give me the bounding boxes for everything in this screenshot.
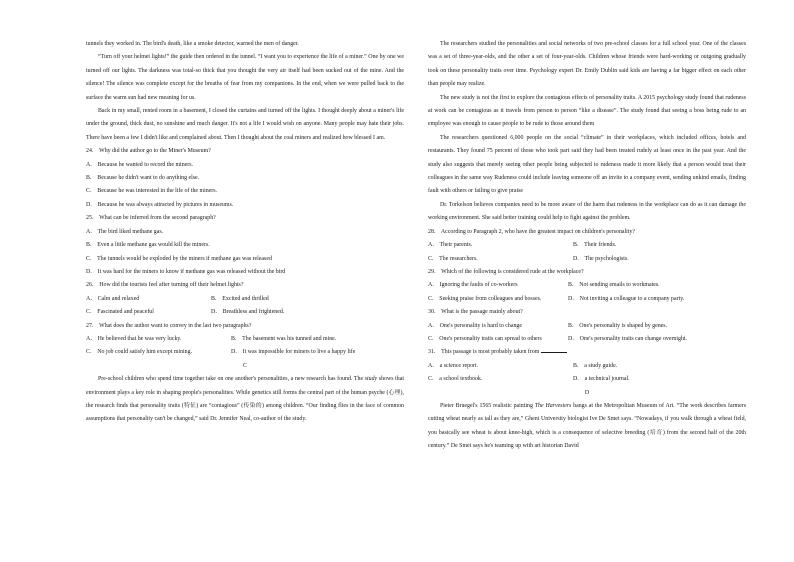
- section-d-heading: D: [584, 389, 590, 396]
- question-24-option-a: A． Because he wanted to record the miners.: [86, 161, 193, 168]
- answer-blank: [541, 346, 567, 353]
- question-27-stem: 27． What does the author want to convey in the last two paragraphs?: [86, 322, 252, 329]
- question-28-option-b: B． Their friends.: [573, 242, 617, 249]
- question-27-option-c: C． No job could satisfy him except mining.: [86, 349, 193, 356]
- painting-title: The Harvesters: [534, 402, 572, 409]
- question-28-stem: 28． According to Paragraph 2, who have the greatest impact on children's personality?: [428, 228, 636, 235]
- question-31-option-b: B． a study guide.: [573, 362, 618, 369]
- question-26-option-a: A． Calm and relaxed: [86, 295, 140, 302]
- passage-b-closing-paragraph: Back in my small, rented room in a basement, I closed the curtains and turned off the lights. I thought deeply about a miner's life under the ground, thick dust, no sunshine and much danger. It's not a life I would wish on anyone. Many people may hate their jobs. There have been a few I didn't like and complained about. Then I thought about the coal miners and realized how blessed I am.: [86, 108, 404, 141]
- question-27-row-1: [86, 333, 404, 346]
- question-26-row-1: [86, 293, 404, 306]
- question-28: [428, 226, 746, 266]
- passage-c-paragraph-2: The researchers studied the personalities and social networks of two pre-school classes for a full school year. One of the classes was a set of three-year-olds, and the other a set of four-year-olds. Children whose friends were hard-working or outgoing gradually took on these personality traits over time. Psychology expert Dr. Emily Dublin said kids are having a far bigger effect on each other than people may realize.: [428, 41, 746, 88]
- question-30: [428, 306, 746, 346]
- question-24: [86, 145, 404, 212]
- question-30-option-a: A． One's personality is hard to change: [428, 322, 522, 329]
- question-30-option-b: B． One's personality is shaped by genes.: [568, 322, 668, 329]
- question-28-option-c: C． The researchers.: [428, 255, 478, 262]
- question-30-option-c: C． One's personality traits can spread to others: [428, 335, 542, 342]
- question-29-row-2: [428, 293, 746, 306]
- question-31-option-c: C． a school textbook.: [428, 376, 483, 383]
- passage-d-paragraph-1: [428, 400, 746, 454]
- passage-b-helmet-paragraph: “Turn off your helmet lights!” the guide then ordered in the tunnel. “I want you to experience the life of a miner.” One by one we turned off our lights. The darkness was total-so thick that you thought the very air itself had been sucked out of the mine. And the silence! The silence was complete except for the breaths of fear from my companions. In the end, when we were pulled back to the surface the warm sun had new meaning for us.: [86, 54, 404, 101]
- question-31-option-d: D． a technical journal.: [573, 376, 630, 383]
- question-25-option-a: A． The bird liked methane gas.: [86, 228, 164, 235]
- question-30-stem: 30． What is the passage mainly about?: [428, 309, 523, 316]
- question-29-option-d: D． Not inviting a colleague to a company party.: [568, 295, 685, 302]
- question-31-row-2: [428, 373, 746, 386]
- question-26-option-d: D． Breathless and frightened.: [211, 309, 285, 316]
- passage-d-p1-start: Pieter Bruegel's 1565 realistic painting: [440, 402, 535, 409]
- question-26-stem: 26． How did the tourists feel after turning off their helmet lights?: [86, 282, 244, 289]
- question-27-row-2: [86, 346, 404, 359]
- question-29-option-c: C． Seeking praise from colleagues and bosses.: [428, 295, 542, 302]
- question-25-option-d: D． It was hard for the miners to know if methane gas was released without the bird: [86, 268, 286, 275]
- question-31-row-1: [428, 360, 746, 373]
- question-31-option-a: A． a science report.: [428, 362, 479, 369]
- passage-c-p1-rest: shows that environment plays a key role in shaping people's personalities. While genetics still forms the central part of the human psyche (心理), the research finds that personality traits (特征) are “contagious” (传染的) among children. “Our finding flies in the face of common assumptions that personality can't be changed,” said Dr. Jennifer Neal, co-author of the study.: [86, 376, 404, 423]
- question-29-row-1: [428, 279, 746, 292]
- question-29-option-a: A． Ignoring the faults of co-workers: [428, 282, 518, 289]
- question-24-option-c: C． Because he was interested in the life of the miners.: [86, 188, 218, 195]
- question-31: [428, 346, 746, 386]
- passage-c-p1-study-word: study: [364, 376, 378, 383]
- question-31-stem: 31． This passage is most probably taken from: [428, 349, 540, 356]
- question-28-option-d: D． The psychologists.: [573, 255, 629, 262]
- question-30-row-2: [428, 333, 746, 346]
- passage-c-paragraph-1: [86, 373, 404, 427]
- question-24-stem: 24． Why did the author go to the Miner's Museum?: [86, 148, 211, 155]
- question-27-option-d: D． It was impossible for miners to live a happy life: [231, 349, 356, 356]
- passage-c-paragraph-3: The new study is not the first to explore the contagious effects of personality traits. A 2015 psychology study found that rudeness at work can be contagious as it travels from person to person “like a disease”. The study found that seeing a boss being rude to an employee was enough to cause people to be rude to those around them: [428, 94, 746, 128]
- question-26-row-2: [86, 306, 404, 319]
- right-column: [428, 38, 746, 454]
- passage-d-p1-rest: hangs at the Metropolitan Museum of Art. “The work describes farmers cutting wheat nearly as tall as they are,” Ghent University biologist Ive De Smet says. “Nowadays, if you walk through a wheat field, you basically see wheat is about knee-high, which is a consequence of selective breeding (培育) from the second half of the 20th century.” De Smet says he's teaming up with art historian David: [428, 402, 746, 450]
- question-27-option-b: B． The basement was his tunned and mine.: [231, 335, 337, 342]
- question-28-row-2: [428, 253, 746, 266]
- passage-c-p1-start: Pre-school children who spend time together take on one another's personalities, a new research has found. The: [98, 376, 365, 383]
- question-28-row-1: [428, 239, 746, 252]
- question-25-option-b: B． Even a little methane gas would kill the miners.: [86, 242, 210, 249]
- question-28-option-a: A． Their parents.: [428, 242, 473, 249]
- question-24-option-d: D． Because he was always attracted by pictures in museums.: [86, 201, 234, 208]
- passage-b-intro-line: tunnels they worked in. The bird's death, like a smoke detector, warned the men of danger.: [86, 41, 299, 47]
- question-31-stem-line: [428, 346, 746, 359]
- question-25: [86, 212, 404, 279]
- question-24-option-b: B． Because he didn't want to do anything else.: [86, 175, 200, 182]
- question-29: [428, 266, 746, 306]
- question-30-row-1: [428, 320, 746, 333]
- left-column: [86, 38, 404, 427]
- question-26: [86, 279, 404, 319]
- passage-c-paragraph-4: The researchers questioned 6,000 people on the social “climate” in their workplaces, which included offices, hotels and restaurants. They found 75 percent of those who took part said they had been treated rudely at least once in the past year. And the study also suggests that merely seeing other people being subjected to rudeness made it more likely that a person would treat their colleagues in the same way Rudeness could include leaving someone off an invite to a company event, sending unkind emails, finding fault with others or failing to give praise: [428, 134, 746, 195]
- question-27-option-a: A． He believed that he was very lucky.: [86, 335, 182, 342]
- question-29-stem: 29． Which of the following is considered rude at the workplace?: [428, 268, 584, 275]
- question-26-option-c: C． Fascinated and peaceful: [86, 309, 154, 316]
- passage-c-paragraph-5: Dr. Torkelson believes companies need to be more aware of the harm that rudeness in the workplace can do as it can damage the working environment. She said better training could help to fight against the problem.: [428, 201, 746, 222]
- question-30-option-d: D． One's personality traits can change overnight.: [568, 335, 688, 342]
- question-25-stem: 25． What can be inferred from the second paragraph?: [86, 215, 216, 222]
- question-26-option-b: B． Excited and thrilled: [211, 295, 269, 302]
- question-29-option-b: B． Not sending emails to workmates.: [568, 282, 660, 289]
- question-27: [86, 320, 404, 360]
- section-c-heading: C: [243, 362, 247, 369]
- question-25-option-c: C． The tunnels would be exploded by the miners if methane gas was released: [86, 255, 272, 262]
